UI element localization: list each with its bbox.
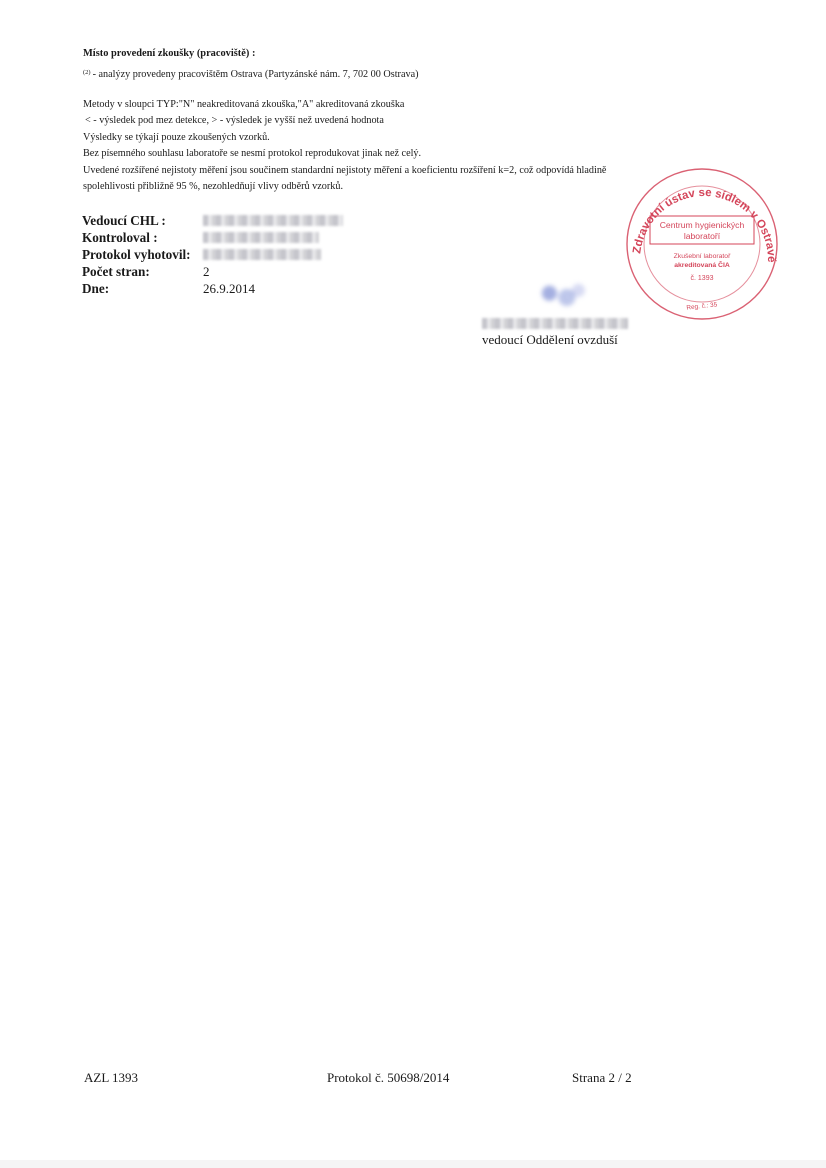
- testing-place-text: - analýzy provedeny pracovištěm Ostrava (Partyzánské nám. 7, 702 00 Ostrava): [92, 69, 419, 80]
- page-bottom-edge: [0, 1160, 826, 1168]
- checked-label: Kontroloval :: [82, 230, 158, 245]
- redacted-name: [203, 215, 343, 226]
- note-line: < - výsledek pod mez detekce, > - výsledek je vyšší než uvedená hodnota: [85, 115, 384, 127]
- signature-mark: [532, 282, 590, 310]
- redacted-name: [203, 249, 321, 260]
- pages-value: 2: [203, 264, 210, 279]
- date-value: 26.9.2014: [203, 281, 255, 296]
- footer-lab-code: AZL 1393: [84, 1070, 139, 1085]
- stamp-line1: Centrum hygienických: [659, 220, 745, 230]
- laboratory-stamp: [622, 160, 782, 320]
- note-line: Výsledky se týkají pouze zkoušených vzorků.: [83, 131, 270, 143]
- note-line: Bez písemného souhlasu laboratoře se nesmí protokol reprodukovat jinak než celý.: [83, 148, 422, 160]
- note-line: spolehlivosti přibližně 95 %, nezohledňují vlivy odběrů vzorků.: [83, 180, 344, 192]
- footer-page-number: Strana 2 / 2: [572, 1070, 632, 1085]
- footnote-marker: (2): [83, 69, 91, 76]
- stamp-reg: Reg. č.: 35: [686, 301, 718, 312]
- stamp-line5: č. 1393: [690, 275, 714, 282]
- notes-block: [83, 97, 606, 195]
- footer-protocol-number: Protokol č. 50698/2014: [327, 1070, 450, 1085]
- testing-place-line: [83, 65, 418, 83]
- redacted-name: [203, 232, 319, 243]
- note-line: Metody v sloupci TYP:"N" neakreditovaná zkouška,"A" akreditovaná zkouška: [83, 99, 405, 110]
- pages-label: Počet stran:: [82, 264, 150, 279]
- head-label: Vedoucí CHL :: [82, 213, 166, 228]
- stamp-line2: laboratoří: [683, 231, 721, 241]
- stamp-line4: akreditovaná ČIA: [674, 262, 730, 269]
- signature-role: vedoucí Oddělení ovzduší: [482, 332, 618, 347]
- note-line: Uvedené rozšířené nejistoty měření jsou součinem standardní nejistoty měření a koeficientu rozšíření k=2, což odpovídá hladině: [83, 164, 607, 176]
- date-label: Dne:: [82, 281, 110, 296]
- stamp-line3: Zkušební laboratoř: [673, 253, 731, 260]
- redacted-name: [482, 318, 628, 329]
- stamp-ring-text: Zdravotní ústav se sídlem v Ostravě: [631, 186, 778, 263]
- section-title: Místo provedení zkoušky (pracoviště) :: [83, 48, 256, 59]
- author-label: Protokol vyhotovil:: [82, 247, 191, 262]
